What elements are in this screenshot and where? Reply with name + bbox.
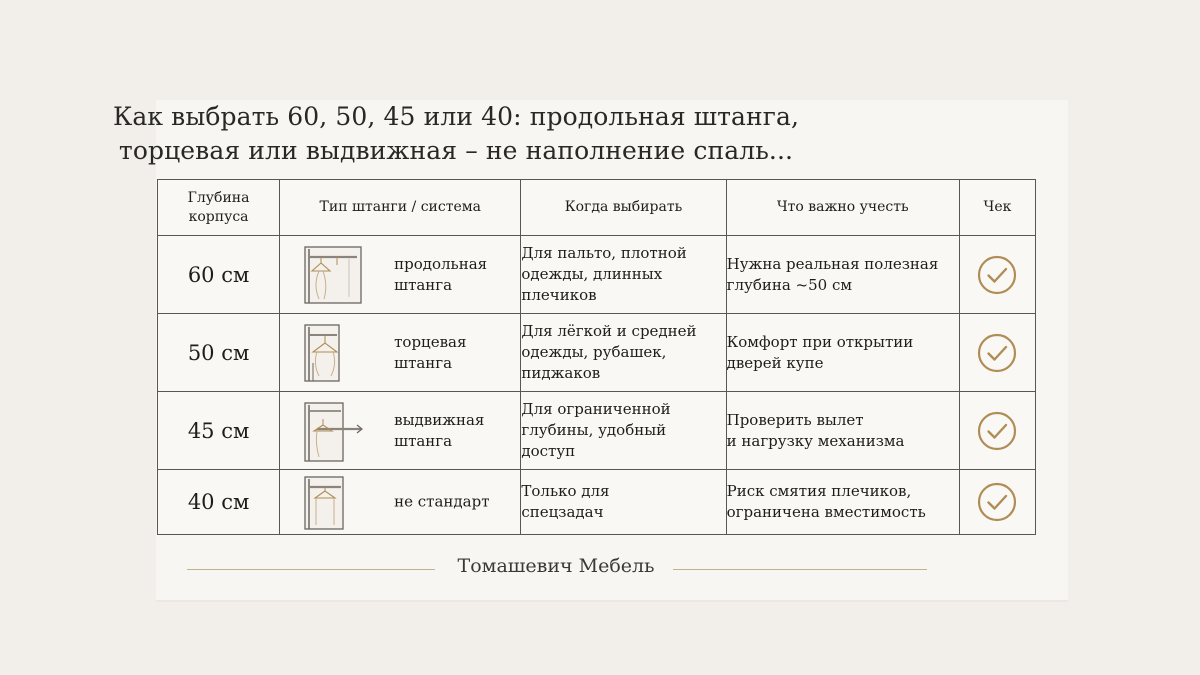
depth-cell: 40 см <box>158 470 280 535</box>
type-label <box>394 332 514 374</box>
type-label-line-2: штанга <box>394 353 453 372</box>
longitudinal-rod-icon <box>303 245 363 305</box>
type-label <box>394 492 514 513</box>
footer-rule-right <box>673 569 927 570</box>
header-check: Чек <box>959 180 1035 236</box>
checkmark-icon <box>977 482 1017 522</box>
header-depth-line-1: Глубина <box>187 189 250 206</box>
pull-out-rod-icon <box>303 401 373 465</box>
when-line-2: одежды, длинных <box>521 265 663 283</box>
when-cell <box>521 392 726 470</box>
check-cell <box>959 236 1035 314</box>
note-line-2: глубина ~50 см <box>726 275 853 294</box>
type-label-line-1: продольная <box>394 254 488 273</box>
footer-rule-left <box>187 569 435 570</box>
when-line-3: доступ <box>521 442 576 460</box>
check-cell <box>959 470 1035 535</box>
table-row <box>158 314 1036 392</box>
checkmark-icon <box>977 333 1017 373</box>
depth-cell: 45 см <box>158 392 280 470</box>
header-type: Тип штанги / система <box>280 180 521 236</box>
check-cell <box>959 314 1035 392</box>
when-line-2: одежды, рубашек, <box>521 343 667 361</box>
type-cell <box>280 470 521 535</box>
table-row <box>158 392 1036 470</box>
type-label-line-2: штанга <box>394 275 453 294</box>
note-cell <box>726 314 959 392</box>
note-cell <box>726 392 959 470</box>
type-cell <box>280 236 521 314</box>
footer-brand: Томашевич Мебель <box>457 555 655 577</box>
note-line-2: дверей купе <box>726 353 824 372</box>
type-label-line-1: торцевая <box>394 332 467 351</box>
type-label <box>394 254 514 296</box>
when-line-2: спецзадач <box>521 503 604 521</box>
checkmark-icon <box>977 255 1017 295</box>
page-title <box>0 100 964 168</box>
when-line-1: Для лёгкой и средней <box>521 322 697 340</box>
note-line-1: Проверить вылет <box>726 410 864 429</box>
depth-cell: 50 см <box>158 314 280 392</box>
type-label <box>394 410 514 452</box>
note-line-2: и нагрузку механизма <box>726 431 905 450</box>
note-line-1: Комфорт при открытии <box>726 332 914 351</box>
type-label-line-1: выдвижная <box>394 410 485 429</box>
note-line-1: Риск смятия плечиков, <box>726 482 912 500</box>
when-line-1: Только для <box>521 482 610 500</box>
checkmark-icon <box>977 411 1017 451</box>
title-line-1: Как выбрать 60, 50, 45 или 40: продольная штанга, <box>112 102 800 131</box>
when-cell <box>521 314 726 392</box>
type-label-line-2: штанга <box>394 431 453 450</box>
check-cell <box>959 392 1035 470</box>
note-cell <box>726 470 959 535</box>
type-cell <box>280 392 521 470</box>
title-line-2: торцевая или выдвижная – не наполнение спаль... <box>118 136 794 165</box>
type-cell <box>280 314 521 392</box>
when-line-1: Для пальто, плотной <box>521 244 687 262</box>
end-rod-icon <box>303 323 363 383</box>
table-header-row <box>158 180 1036 236</box>
when-cell <box>521 470 726 535</box>
header-depth-line-2: корпуса <box>188 208 249 225</box>
comparison-table <box>157 179 1036 535</box>
when-line-1: Для ограниченной <box>521 400 671 418</box>
nonstandard-rod-icon <box>303 475 347 531</box>
header-when: Когда выбирать <box>521 180 726 236</box>
when-line-3: плечиков <box>521 286 597 304</box>
when-line-3: пиджаков <box>521 364 601 382</box>
note-line-2: ограничена вместимость <box>726 503 926 521</box>
table-row <box>158 236 1036 314</box>
note-cell <box>726 236 959 314</box>
header-important: Что важно учесть <box>726 180 959 236</box>
note-line-1: Нужна реальная полезная <box>726 254 939 273</box>
table-row <box>158 470 1036 535</box>
type-label-line-1: не стандарт <box>394 492 490 511</box>
when-cell <box>521 236 726 314</box>
when-line-2: глубины, удобный <box>521 421 667 439</box>
header-depth <box>158 180 280 236</box>
depth-cell: 60 см <box>158 236 280 314</box>
footer <box>156 555 1068 585</box>
